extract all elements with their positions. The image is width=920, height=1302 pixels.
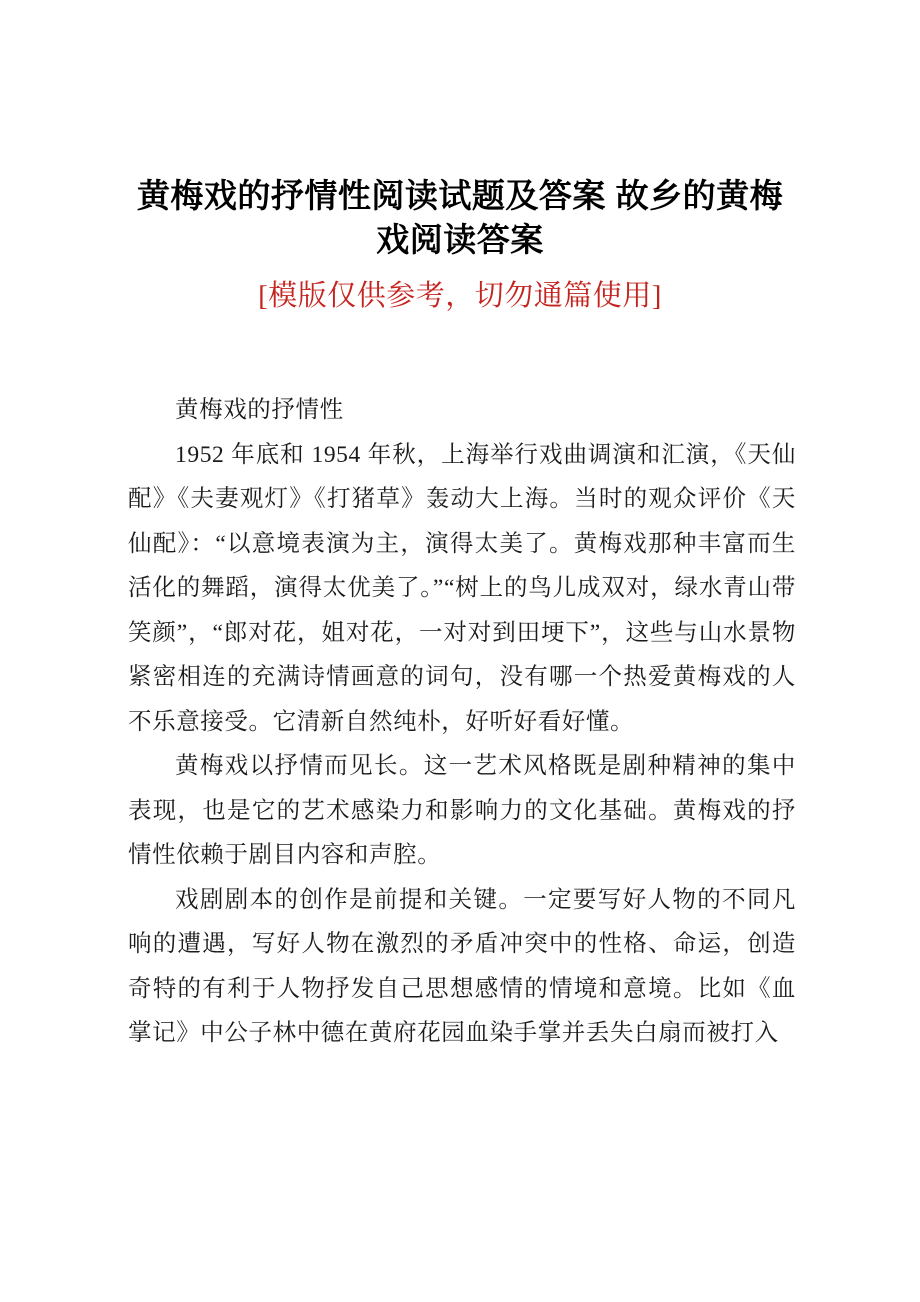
page-title: [120, 174, 800, 262]
body-paragraph-1: 1952 年底和 1954 年秋，上海举行戏曲调演和汇演，《天仙配》《夫妻观灯》《打猪草》轰动大上海。当时的观众评价《天仙配》：“以意境表演为主，演得太美了。黄梅戏那种丰富而生活化的舞蹈，演得太优美了。”“树上的鸟儿成双对，绿水青山带笑颜”，“郎对花，姐对花，一对对到田埂下”，这些与山水景物紧密相连的充满诗情画意的词句，没有哪一个热爱黄梅戏的人不乐意接受。它清新自然纯朴，好听好看好懂。: [128, 441, 796, 735]
document-body: [128, 388, 796, 1056]
body-paragraph-2: 黄梅戏以抒情而见长。这一艺术风格既是剧种精神的集中表现，也是它的艺术感染力和影响力的文化基础。黄梅戏的抒情性依赖于剧目内容和声腔。: [128, 753, 796, 868]
body-paragraph-3: 戏剧剧本的创作是前提和关键。一定要写好人物的不同凡响的遭遇，写好人物在激烈的矛盾冲突中的性格、命运，创造奇特的有利于人物抒发自己思想感情的情境和意境。比如《血掌记》中公子林中德在黄府花园血染手掌并丢失白扇而被打入: [128, 886, 796, 1046]
page-title-line-1: 黄梅戏的抒情性阅读试题及答案 故乡的黄梅: [136, 177, 784, 215]
template-disclaimer: [模版仅供参考，切勿通篇使用]: [258, 280, 662, 312]
article-subheading: 黄梅戏的抒情性: [175, 397, 344, 423]
page-title-line-2: 戏阅读答案: [376, 221, 544, 259]
